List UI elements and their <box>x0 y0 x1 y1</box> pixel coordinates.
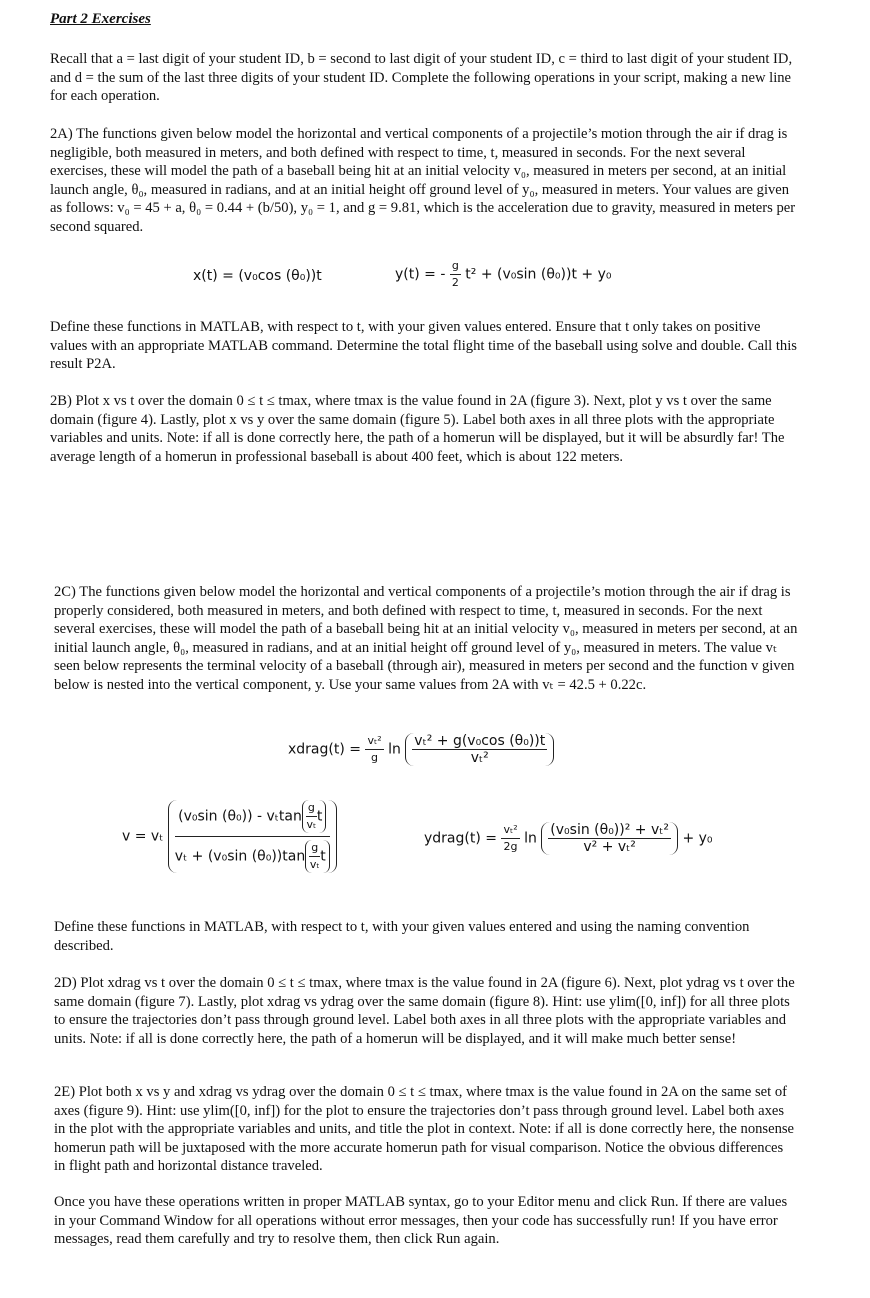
v-lhs: v = vₜ <box>122 828 164 845</box>
ydrag-argument-fraction <box>548 822 671 855</box>
exercise-2e-paragraph: 2E) Plot both x vs y and xdrag vs ydrag over the domain 0 ≤ t ≤ tmax, where tmax is the value found in 2A on the same set of axes (figure 9). Hint: use ylim([0, inf]) for the plot to ensure the trajectories don’t pass through ground level. Label both axes in the plot with the appropriate variables and units, and title the plot in context. Note: if all is done correctly here, the nonsense homerun path will be juxtaposed with the more accurate homerun path for visual comparison. Notice the obvious differences in flight path and horizontal distance traveled. <box>54 1084 795 1175</box>
ydrag-lhs: ydrag(t) = <box>424 830 497 847</box>
fraction-denominator: v² + vₜ² <box>583 839 636 855</box>
fraction-denominator: 2g <box>503 840 518 853</box>
exercise-2a-paragraph: 2A) The functions given below model the horizontal and vertical components of a projectile’s motion through the air if drag is negligible, both measured in meters, and both defined with respect to time, t, measured in seconds. For the next several exercises, these will model the path of a baseball being hit at an initial velocity v₀, measured in meters per second, at an initial launch angle, θ₀, measured in radians, and at an initial height off ground level of y₀, measured in meters. Your values are given as follows: v₀ = 45 + a, θ₀ = 0.44 + (b/50), y₀ = 1, and g = 9.81, which is the acceleration due to gravity, measured in meters per second squared. <box>50 126 796 235</box>
fraction-denominator: vₜ <box>306 818 317 831</box>
ydrag-tail: + y₀ <box>682 830 713 847</box>
fraction-denominator <box>175 837 330 873</box>
y-equation <box>395 258 611 291</box>
exercise-2c-paragraph: 2C) The functions given below model the horizontal and vertical components of a projectile’s motion through the air if drag is properly considered, both measured in meters, and both defined with respect to time, t, measured in seconds. For the next several exercises, these will model the path of a baseball being hit at an initial velocity v₀, measured in meters per second, at an initial launch angle, θ₀, measured in radians, and at an initial height off ground level of y₀, measured in meters. The value vₜ seen below represents the terminal velocity of a baseball (through air), measured in meters per second and the function v given below is nested into the vertical component, y. Use your same values from 2A with vₜ = 42.5 + 0.22c. <box>54 584 798 693</box>
fraction-numerator <box>175 800 330 837</box>
v-equation <box>122 800 337 873</box>
fraction-denominator: vₜ <box>309 858 320 871</box>
fraction-numerator: g <box>306 800 317 817</box>
xdrag-log-argument <box>405 733 554 766</box>
ydrag-log-argument <box>541 822 678 855</box>
v-bracket <box>168 800 337 873</box>
ln-operator: ln <box>524 830 537 847</box>
g-over-2-fraction <box>450 258 461 291</box>
xdrag-argument-fraction <box>412 733 547 766</box>
xdrag-coefficient-fraction <box>365 733 383 766</box>
fraction-denominator: 2 <box>451 276 459 289</box>
t-variable: t <box>320 848 326 865</box>
exercise-2c-define-paragraph: Define these functions in MATLAB, with respect to t, with your given values entered and using the naming convention described. <box>54 919 750 954</box>
t-variable: t <box>316 808 323 825</box>
fraction-denominator: g <box>371 751 379 764</box>
ydrag-coefficient-fraction <box>501 822 519 855</box>
fraction-numerator: g <box>309 840 320 857</box>
fraction-numerator: vₜ² <box>501 822 519 839</box>
g-over-vt-fraction <box>309 840 320 873</box>
exercise-2b-paragraph: 2B) Plot x vs t over the domain 0 ≤ t ≤ tmax, where tmax is the value found in 2A (figure 3). Next, plot y vs t over the same domain (figure 4). Lastly, plot x vs y over the same domain (figure 5). Label both axes in all three plots with the appropriate variables and units. Note: if all is done correctly here, the path of a homerun will be displayed, but it will be absurdly far! The average length of a homerun in professional baseball is about 400 feet, which is about 122 meters. <box>50 393 785 465</box>
closing-paragraph: Once you have these operations written in proper MATLAB syntax, go to your Editor menu and click Run. If there are values in your Command Window for all operations without error messages, then your code has successfully run! If you have error messages, read them carefully and try to resolve them, then click Run again. <box>54 1194 788 1248</box>
ydrag-equation <box>424 822 713 855</box>
fraction-numerator: (v₀sin (θ₀))² + vₜ² <box>550 822 669 838</box>
v-main-fraction <box>175 800 330 873</box>
v-inner-paren <box>305 840 329 873</box>
exercise-2d-paragraph: 2D) Plot xdrag vs t over the domain 0 ≤ t ≤ tmax, where tmax is the value found in 2A (figure 6). Next, plot ydrag vs t over the same domain (figure 7). Lastly, plot xdrag vs ydrag over the same domain (figure 8). Hint: use ylim([0, inf]) for all three plots to ensure the trajectories don’t pass through ground level. Label both axes in all three plots with the appropriate variables and units. Note: if all is done correctly here, the path of a homerun will be displayed, and it will make much better sense! <box>54 975 795 1047</box>
v-inner-paren <box>302 800 326 833</box>
intro-paragraph: Recall that a = last digit of your student ID, b = second to last digit of your student ID, c = third to last digit of your student ID, and d = the sum of the last three digits of your student ID. Complete the following operations in your script, making a new line for each operation. <box>50 51 793 105</box>
fraction-denominator: vₜ² <box>470 750 489 766</box>
fraction-numerator: vₜ² <box>365 733 383 750</box>
section-title: Part 2 Exercises <box>50 11 151 27</box>
y-equation-rhs: t² + (v₀sin (θ₀))t + y₀ <box>465 266 612 283</box>
fraction-numerator: g <box>450 258 461 275</box>
ln-operator: ln <box>388 741 401 758</box>
xdrag-lhs: xdrag(t) = <box>288 741 361 758</box>
v-numerator-text: (v₀sin (θ₀)) - vₜtan <box>178 808 302 825</box>
y-equation-lhs: y(t) = - <box>395 266 446 283</box>
exercise-2a-define-paragraph: Define these functions in MATLAB, with respect to t, with your given values entered. Ensure that t only takes on positive values with an appropriate MATLAB command. Determine the total flight time of the baseball using solve and double. Call this result P2A. <box>50 319 797 373</box>
g-over-vt-fraction <box>306 800 317 833</box>
x-equation: x(t) = (v₀cos (θ₀))t <box>193 268 322 284</box>
fraction-numerator: vₜ² + g(v₀cos (θ₀))t <box>414 733 546 749</box>
xdrag-equation <box>288 733 554 766</box>
v-denominator-text: vₜ + (v₀sin (θ₀))tan <box>174 848 306 865</box>
